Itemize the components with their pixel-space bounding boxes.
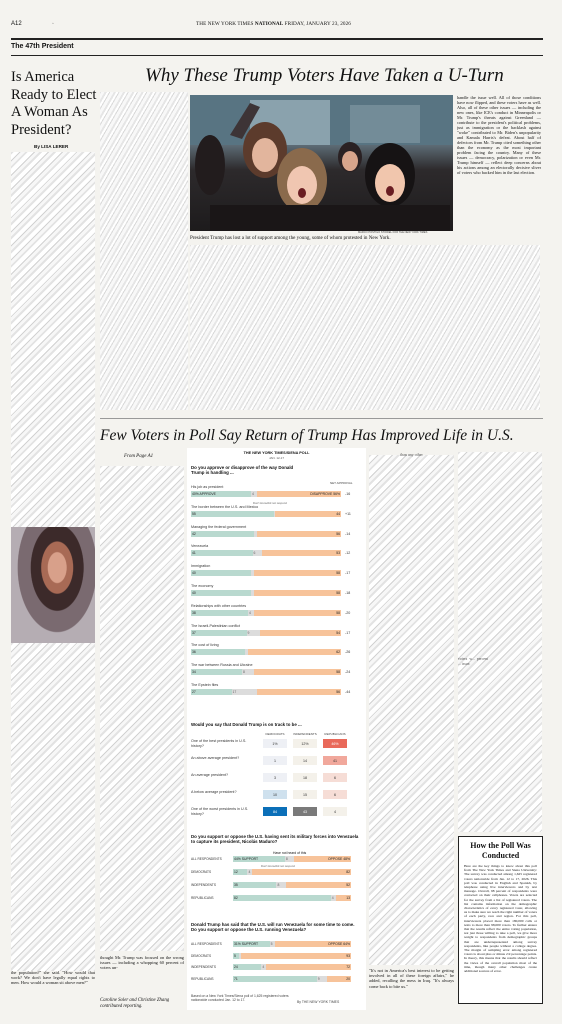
bar-disapprove: [286, 882, 351, 888]
bar-disapprove: [266, 964, 351, 970]
chart-source: THE NEW YORK TIMES/SIENA POLL: [243, 451, 310, 455]
jump-label: From Page A1: [124, 454, 154, 459]
poll-bottom-text-b: "It's not in America's best interest to be getting involved in all of these foreign affairs," he added, recalling the mess in Iraq. "It's always come back to bite us.": [369, 968, 454, 989]
bar-category-label: The border between the U.S. and Mexico: [191, 504, 259, 509]
table-cell: 15: [293, 790, 317, 799]
bar-row: [191, 570, 341, 576]
net-approval-value: -26: [345, 650, 351, 655]
bar-unknown-value: 17: [232, 690, 237, 694]
bar-approve-value: 44% SUPPORT: [234, 857, 259, 861]
bar-disapprove-value: DISAPPROVE 56%: [310, 492, 340, 496]
bar-disapprove: [254, 669, 341, 675]
left-article-redacted-2: [11, 643, 95, 971]
bar-approve: [191, 531, 254, 537]
header-line: [196, 21, 351, 27]
bar-category-label: ALL RESPONDENTS: [191, 942, 222, 946]
series-label: The 47th President: [11, 43, 74, 50]
bar-approve-value: 27: [192, 690, 196, 694]
bar-disapprove: [252, 869, 351, 875]
table-cell: 84: [263, 807, 287, 816]
bar-disapprove: [241, 953, 351, 959]
poll-article-redacted-right: [369, 455, 454, 965]
bar-unknown-value: 8: [277, 883, 280, 887]
table-cell: 46%: [323, 739, 347, 748]
table-cell: 4: [323, 807, 347, 816]
bar-approve-value: 38: [192, 610, 196, 615]
bar-approve-value: 40% APPROVE: [192, 492, 216, 496]
table-cell: 41: [323, 756, 347, 765]
dont-know-note: Don't know/did not respond: [261, 864, 295, 868]
bar-category-label: Venezuela: [191, 544, 209, 549]
bar-approve-value: 71: [234, 976, 238, 981]
net-approval-value: -44: [345, 690, 351, 694]
bar-row: [233, 953, 351, 959]
venezuela-capture-chart: [191, 856, 366, 916]
bar-category-label: Relationships with other countries: [191, 603, 247, 608]
bar-unknown-value: 4: [262, 965, 265, 969]
bar-disapprove-value: OPPOSE 64%: [327, 942, 350, 946]
bar-row: [191, 669, 341, 675]
table-row-label: A below average president?: [191, 790, 237, 794]
table-cell: 3: [263, 773, 287, 782]
table-cell: 18: [293, 773, 317, 782]
bar-category-label: REPUBLICANS: [191, 896, 214, 900]
bar-category-label: The Israeli-Palestinian conflict: [191, 623, 240, 628]
bar-category-label: REPUBLICANS: [191, 976, 214, 981]
bar-approve: [191, 511, 274, 517]
bar-row: [233, 895, 351, 901]
bar-row: [191, 649, 341, 655]
table-cell: 6: [323, 773, 347, 782]
bar-category-label: The war between Russia and Ukraine: [191, 663, 253, 668]
dot-icon: ◦: [52, 22, 54, 27]
top-rule: [11, 38, 543, 40]
bar-disapprove-value: 58: [336, 610, 340, 615]
bar-row: [191, 491, 341, 497]
table-row-label: One of the best presidents in U.S. history?: [191, 739, 247, 748]
bar-disapprove: [275, 511, 341, 517]
bar-approve-value: 37: [192, 630, 196, 635]
bar-approve-value: 36: [192, 650, 196, 655]
q3-note: Have not heard of this: [273, 851, 307, 855]
top-right-column: handle the issue well. All of those conditions have now flipped, and these voters have as well. Also, all of these other issues — including the new ones, like ICE's conduct in Minneapolis or Mr. Trump's threats against Greenland — contribute to the president's political problems, just as immigration or the backlash against "woke" contributed to Mr. Biden's unpopularity and Kamala Harris's defeat. About half of defectors from Mr. Trump cited something other than the economy as the most important problem facing the country. Many of these issues — democracy, polarization or even Mr. Trump himself — reflect deep concerns about his actions among an electorally decisive sliver of voters who backed him in the last election.: [457, 95, 541, 175]
poll-chart-panel: [187, 448, 366, 1010]
bar-unknown-value: 4: [248, 870, 251, 874]
net-approval-value: -14: [345, 531, 351, 536]
method-title: How the Poll Was Conducted: [470, 841, 531, 860]
bar-approve: [191, 689, 232, 695]
poll-bottom-text-a: thought Mr. Trump was focused on the wrong issues — including a whopping 60 percent of voters un-: [100, 955, 184, 971]
bar-approve-value: 40: [192, 571, 196, 576]
bar-row: [233, 882, 351, 888]
bar-category-label: The economy: [191, 584, 214, 588]
bar-disapprove: [254, 610, 341, 616]
bar-approve-value: 82: [234, 896, 238, 900]
issue-date: FRIDAY, JANUARY 23, 2026: [284, 21, 351, 27]
bar-disapprove: [248, 649, 341, 655]
bar-approve-value: 55: [192, 511, 196, 516]
table-column-header: INDEPENDENTS: [293, 732, 317, 736]
bar-disapprove-value: 44: [336, 511, 340, 516]
net-approval-value: +11: [345, 511, 351, 516]
left-article-redacted: [11, 152, 95, 527]
bar-approve: [191, 570, 251, 576]
section-divider: [100, 418, 543, 419]
bar-disapprove-value: 52: [346, 883, 350, 887]
bar-disapprove-value: 56: [336, 531, 340, 536]
bar-disapprove: [260, 630, 341, 636]
net-approval-value: -12: [345, 551, 351, 556]
table-cell: 10: [263, 790, 287, 799]
dont-know-note: Don't know/did not respond: [253, 501, 287, 505]
table-cell: 1: [263, 756, 287, 765]
far-right-snippet: voters w... percent ... issue.: [458, 657, 488, 667]
net-approval-value: -16: [345, 492, 351, 496]
bar-row: [233, 964, 351, 970]
bar-row: [191, 689, 341, 695]
bar-unknown-value: 6: [253, 551, 256, 556]
bar-disapprove-value: 13: [346, 896, 350, 900]
bar-approve: [191, 649, 245, 655]
bar-row: [191, 590, 341, 596]
protest-photo: [190, 95, 453, 231]
table-row-label: One of the worst presidents in U.S. history?: [191, 807, 249, 816]
bar-category-label: Immigration: [191, 564, 211, 569]
table-row-label: An above average president?: [191, 756, 240, 760]
bar-row: [233, 976, 351, 982]
table-cell: 43: [293, 807, 317, 816]
bar-approve: [191, 550, 253, 556]
bar-approve-value: 42: [192, 531, 196, 536]
poll-contributors: Caroline Soler and Christine Zhang contributed reporting.: [100, 998, 170, 1009]
left-byline: By LISA LERER: [34, 144, 69, 149]
bar-row: [233, 869, 351, 875]
bar-disapprove-value: 62: [336, 650, 340, 655]
q4-title: Donald Trump has said that the U.S. will run Venezuela for some time to come. Do you support or oppose the U.S. running Venezuela?: [191, 922, 355, 933]
bar-approve: [191, 610, 248, 616]
bar-disapprove: [254, 590, 341, 596]
left-headline: Is America Ready to Elect A Woman As President?: [11, 69, 97, 138]
bar-approve: [191, 669, 242, 675]
top-article-redacted-left: [100, 92, 188, 410]
bar-disapprove-value: 56: [336, 690, 340, 694]
bar-approve: [233, 976, 317, 982]
bar-approve-value: 5: [234, 953, 236, 958]
net-approval-value: -20: [345, 610, 351, 615]
bar-row: [191, 630, 341, 636]
bar-category-label: INDEPENDENTS: [191, 965, 216, 969]
table-cell: 12%: [293, 739, 317, 748]
bar-row: [191, 531, 341, 537]
photo-caption: President Trump has lost a lot of support among the young, some of whom protested in New York.: [190, 235, 391, 241]
bar-row: [233, 941, 351, 947]
bar-unknown-value: 4: [331, 896, 334, 900]
q3-title: Do you support or oppose the U.S. having sent its military forces into Venezuela to capture its president, Nicolás Maduro?: [191, 834, 359, 845]
bar-disapprove-value: 20: [346, 976, 350, 981]
bar-disapprove-value: 58: [336, 591, 340, 595]
net-approval-value: -17: [345, 630, 351, 635]
bar-disapprove-value: 54: [336, 630, 340, 635]
bar-row: [233, 856, 351, 862]
bar-category-label: DEMOCRATS: [191, 870, 212, 874]
page-number: A12: [11, 21, 22, 27]
bar-category-label: The Epstein files: [191, 683, 219, 687]
bar-unknown-value: 9: [317, 976, 320, 981]
bar-disapprove: [257, 689, 341, 695]
bar-category-label: His job as president: [191, 485, 224, 489]
bar-disapprove-value: 58: [336, 670, 340, 675]
poll-headline: Few Voters in Poll Say Return of Trump Has Improved Life in U.S.: [100, 427, 514, 444]
section-label: NATIONAL: [254, 21, 284, 27]
bar-category-label: Managing the federal government: [191, 524, 247, 529]
bar-disapprove-value: 58: [336, 571, 340, 576]
chart-footnote-credit: By THE NEW YORK TIMES: [297, 1000, 340, 1004]
bar-disapprove-value: 72: [346, 965, 350, 969]
bar-approve-value: 12: [234, 870, 238, 874]
bar-disapprove-value: 93: [346, 953, 350, 958]
poll-article-redacted-left: [100, 466, 184, 951]
bar-unknown-value: 4: [249, 610, 251, 615]
track-table: [191, 732, 366, 827]
net-approval-header: NET APPROVAL: [330, 481, 353, 485]
protesters-illustration: [190, 95, 453, 231]
table-row-label: An average president?: [191, 773, 229, 777]
photo-credit: MARCO POSTIGO STORIEL FOR THE NEW YORK TIMES: [358, 231, 428, 234]
far-right-redacted: [458, 452, 542, 832]
table-cell: 1%: [263, 739, 287, 748]
bar-disapprove: [254, 570, 341, 576]
chart-footnote: Based on a New York Times/Siena poll of 1,625 registered voters nationwide conducted Jan. 12 to 17.: [191, 994, 289, 1003]
bar-disapprove-value: OPPOSE 48%: [327, 857, 350, 861]
table-cell: 6: [323, 790, 347, 799]
top-article-redacted-middle: [190, 245, 540, 410]
bar-row: [191, 511, 341, 517]
bar-approve: [233, 895, 331, 901]
bar-row: [191, 550, 341, 556]
left-bottom-text: the population?" she said. "How would that work? We don't have legally equal rights to men. How would a woman sit above men?": [11, 970, 95, 986]
masthead: THE NEW YORK TIMES: [196, 21, 254, 27]
net-approval-value: -17: [345, 571, 351, 576]
bar-approve-value: 40: [192, 591, 196, 595]
bar-category-label: The cost of living: [191, 643, 219, 648]
bar-row: [191, 610, 341, 616]
bar-disapprove: [257, 531, 341, 537]
bar-approve-value: 41: [192, 551, 196, 556]
bar-approve: [233, 882, 276, 888]
bar-approve-value: 24: [234, 965, 238, 969]
bar-approve: [191, 590, 251, 596]
poll-snippet-right: than any other: [400, 452, 423, 457]
net-approval-value: -24: [345, 670, 351, 675]
method-body: Here are the key things to know about this poll from The New York Times and Siena University: The survey was conducted among 1,625 registered voters nationwide from Jan. 12 to 17, 2026. This poll was conducted in English and Spanish, by telephone using live interviewers and by text message. Overall, 98 percent of respondents were contacted on their cellphones. Voters are selected for the survey from a list of registered voters. The list contains information on the demographic characteristics of every registered voter, allowing us to make sure we reach the right number of voters of each party, race and region. For this poll, interviewers placed more than 180,000 calls or texts to more than 98,000 voters. To further ensure that the results reflect the entire voting population, not just those willing to take a poll, we give more weight to respondents from demographic groups that are underrepresented among survey respondents, like people without a college degree. The margin of sampling error among registered voters is about plus or minus 2.9 percentage points. In theory, this means that the results should reflect the views of the overall population most of the time, though many other challenges create additional sources of error.: [464, 864, 537, 974]
series-rule: [11, 55, 543, 56]
bar-unknown-value: 5: [270, 942, 273, 946]
left-photo: [11, 527, 95, 643]
bar-approve-value: 35: [234, 883, 238, 887]
bar-unknown-value: 9: [247, 630, 250, 635]
bar-category-label: ALL RESPONDENTS: [191, 857, 222, 861]
approval-chart: [191, 485, 366, 705]
bar-disapprove-value: 82: [346, 870, 350, 874]
net-approval-value: -18: [345, 591, 351, 595]
bar-approve-value: 34: [192, 670, 196, 675]
bar-category-label: DEMOCRATS: [191, 953, 212, 958]
venezuela-run-chart: [191, 941, 366, 991]
top-headline: Why These Trump Voters Have Taken a U-Turn: [145, 65, 504, 86]
table-column-header: REPUBLICANS: [324, 732, 346, 736]
table-column-header: DEMOCRATS: [265, 732, 285, 736]
q2-title: Would you say that Donald Trump is on track to be ...: [191, 722, 302, 727]
bar-unknown-value: 8: [285, 857, 288, 861]
method-box: [458, 836, 543, 1004]
bar-category-label: INDEPENDENTS: [191, 883, 216, 887]
bar-unknown-value: 4: [252, 492, 254, 496]
chart-dates: JAN. 12-17: [268, 456, 284, 460]
table-cell: 14: [293, 756, 317, 765]
bar-disapprove-value: 53: [336, 551, 340, 556]
bar-disapprove: [262, 550, 342, 556]
bar-approve-value: 31% SUPPORT: [234, 942, 259, 946]
q1-title: Do you approve or disapprove of the way Donald Trump is handling ...: [191, 465, 294, 476]
bar-unknown-value: 8: [243, 670, 245, 675]
bar-approve: [191, 630, 247, 636]
